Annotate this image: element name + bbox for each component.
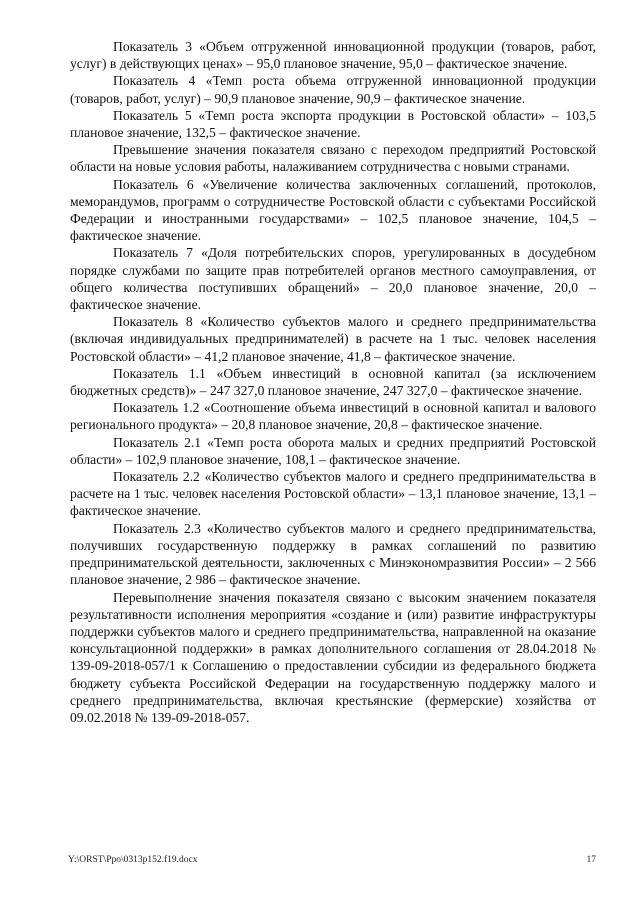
page-footer: [68, 855, 596, 865]
paragraph-indicator-2-3: Показатель 2.3 «Количество субъектов малого и среднего предпринимательства, получивших государственную поддержку в рамках соглашений по развитию предпринимательской деятельности, заключенных с Минэкономразвития России» – 2 566 плановое значение, 2 986 – фактическое значение.: [70, 520, 596, 588]
paragraph-indicator-1-2: Показатель 1.2 «Соотношение объема инвестиций в основной капитал и валового регионального продукта» – 20,8 плановое значение, 20,8 – фактическое значение.: [70, 400, 596, 433]
paragraph-indicator-7: Показатель 7 «Доля потребительских споров, урегулированных в досудебном порядке службами по защите прав потребителей органов местного самоуправления, от общего количества поступивших обращений» – 20,0 плановое значение, 20,0 – фактическое значение.: [70, 245, 596, 313]
page-number: 17: [586, 855, 596, 865]
paragraph-indicator-5: Показатель 5 «Темп роста экспорта продукции в Ростовской области» – 103,5 плановое значение, 132,5 – фактическое значение.: [70, 107, 596, 141]
paragraph-indicator-5-explanation: Превышение значения показателя связано с переходом предприятий Ростовской области на новые условия работы, налаживанием сотрудничества с новыми странами.: [70, 142, 596, 175]
paragraph-indicator-8: Показатель 8 «Количество субъектов малого и среднего предпринимательства (включая индивидуальных предпринимателей) в расчете на 1 тыс. человек населения Ростовской области» – 41,2 плановое значение, 41,8 – фактическое значение.: [70, 314, 596, 364]
document-body: [70, 38, 596, 726]
footer-file-path: Y:\ORST\Ppo\0313p152.f19.docx: [68, 855, 198, 865]
paragraph-indicator-4: Показатель 4 «Темп роста объема отгруженной инновационной продукции (товаров, работ, услуг) – 90,9 плановое значение, 90,9 – фактическое значение.: [70, 73, 596, 106]
paragraph-indicator-2-2: Показатель 2.2 «Количество субъектов малого и среднего предпринимательства в расчете на 1 тыс. человек населения Ростовской области» – 13,1 плановое значение, 13,1 – фактическое значение.: [70, 469, 596, 519]
paragraph-indicator-1-1: Показатель 1.1 «Объем инвестиций в основной капитал (за исключением бюджетных средств)» – 247 327,0 плановое значение, 247 327,0 – фактическое значение.: [70, 365, 596, 399]
paragraph-indicator-2-1: Показатель 2.1 «Темп роста оборота малых и средних предприятий Ростовской области» – 102,9 плановое значение, 108,1 – фактическое значение.: [70, 434, 596, 467]
paragraph-indicator-3: Показатель 3 «Объем отгруженной инновационной продукции (товаров, работ, услуг) в действующих ценах» – 95,0 плановое значение, 95,0 – фактическое значение.: [70, 39, 596, 72]
paragraph-indicator-6: Показатель 6 «Увеличение количества заключенных соглашений, протоколов, меморандумов, программ о сотрудничестве Ростовской области с субъектами Российской Федерации и иностранными государствами» – 102,5 плановое значение, 104,5 – фактическое значение.: [70, 176, 596, 244]
paragraph-indicator-2-3-explanation: Перевыполнение значения показателя связано с высоким значением показателя результативности исполнения мероприятия «создание и (или) развитие инфраструктуры поддержки субъектов малого и среднего предпринимательства, направленной на оказание консультационной поддержки» в рамках дополнительного соглашения от 28.04.2018 № 139-09-2018-057/1 к Соглашению о предоставлении субсидии из федерального бюджета бюджету субъекта Российской Федерации на государственную поддержку малого и среднего предпринимательства, включая крестьянские (фермерские) хозяйства от 09.02.2018 № 139-09-2018-057.: [70, 589, 596, 725]
